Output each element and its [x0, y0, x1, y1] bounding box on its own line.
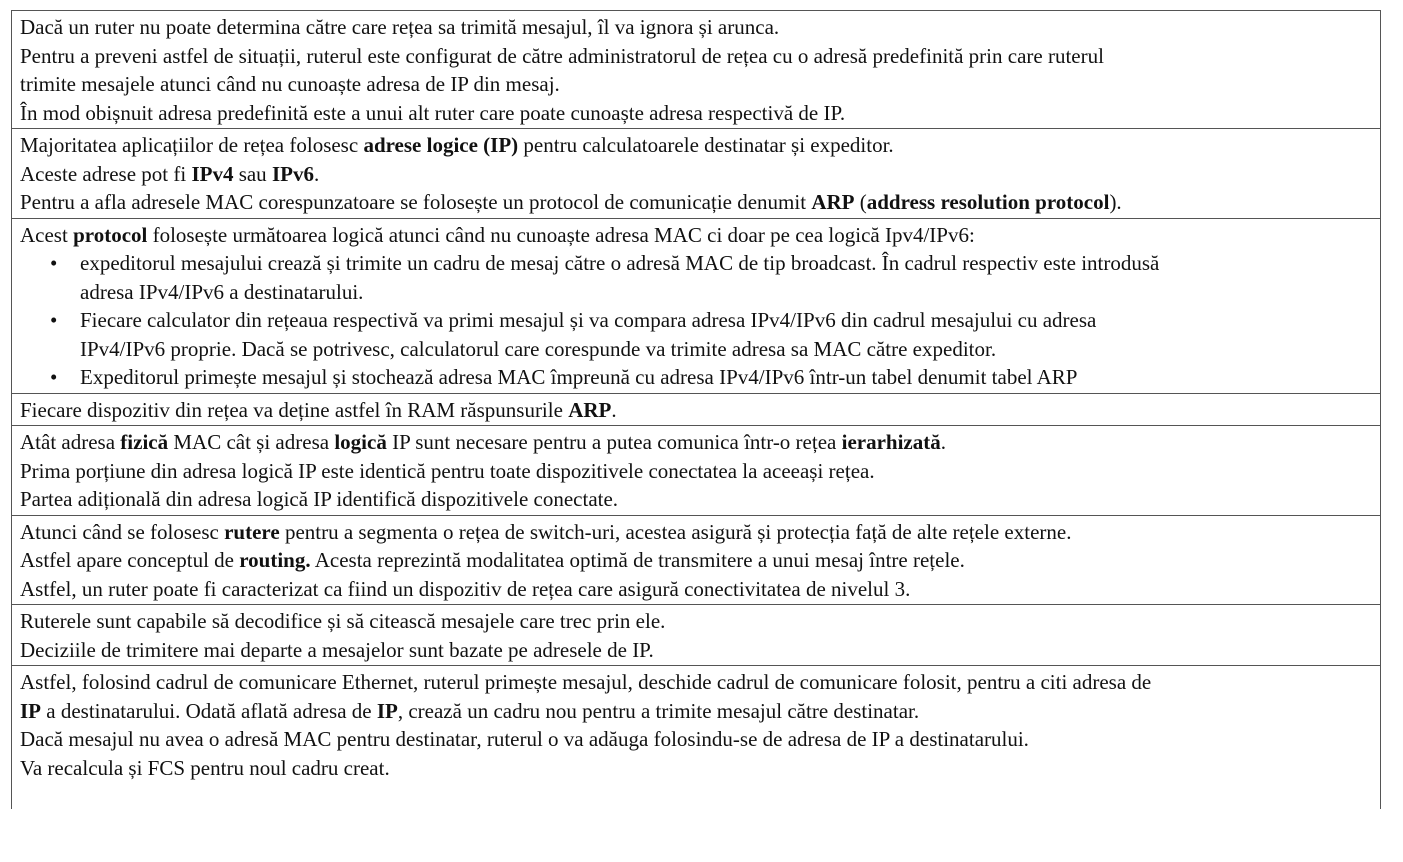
text-line — [20, 546, 1372, 575]
text-run: IP sunt necesare pentru a putea comunica într-o rețea — [386, 430, 842, 454]
text-run: Pentru a preveni astfel de situații, ruterul este configurat de către administratorul de rețea cu o adresă predefinită prin care ruterul — [20, 43, 1104, 68]
text-run: Acest — [20, 222, 74, 247]
text-run: Partea adițională din adresa logică IP identifică dispozitivele conectate. — [20, 487, 619, 511]
text-run: Astfel, un ruter poate fi caracterizat ca fiind un dispozitiv de rețea care asigură conectivitatea de nivelul 3. — [20, 576, 911, 601]
text-run: Acesta reprezintă modalitatea optimă de transmitere a unui mesaj între rețele. — [310, 548, 965, 572]
text-line — [20, 99, 1372, 128]
text-run: Aceste adrese pot fi — [20, 161, 192, 186]
list-item-text: expeditorul mesajului crează și trimite un cadru de mesaj către o adresă MAC de tip broadcast. În cadrul respectiv este introdusă — [80, 251, 1160, 275]
table-cell — [11, 218, 1381, 393]
text-run: . — [940, 430, 946, 454]
text-line — [20, 607, 1372, 636]
text-line — [20, 188, 1372, 217]
text-run: Pentru a afla adresele MAC corespunzatoare se folosește un protocol de comunicație denumit — [20, 190, 812, 214]
bold-term: ARP — [811, 190, 855, 214]
text-run: pentru a segmenta o rețea de switch-uri, acestea asigură și protecția față de alte rețele externe. — [279, 519, 1072, 544]
text-line — [20, 575, 1372, 604]
text-line — [20, 42, 1372, 71]
text-run: Dacă mesajul nu avea o adresă MAC pentru destinatar, ruterul o va adăuga folosindu-se de adresa de IP a destinatarului. — [20, 727, 1029, 751]
text-run: folosește următoarea logică atunci când nu cunoaște adresa MAC ci doar pe cea logică Ipv4/IPv6: — [147, 222, 975, 247]
list-item — [20, 306, 1372, 363]
text-line — [20, 697, 1372, 726]
bold-term: ierarhizată — [841, 430, 941, 454]
table-cell — [11, 425, 1381, 515]
text-line — [20, 485, 1372, 514]
text-line — [20, 428, 1372, 457]
text-run: Astfel apare conceptul de — [20, 548, 240, 572]
text-line — [20, 70, 1372, 99]
text-run: . — [611, 397, 617, 422]
bold-term: IP — [20, 698, 41, 723]
text-line — [20, 160, 1372, 189]
table-cell — [11, 393, 1381, 426]
text-line — [20, 131, 1372, 160]
text-run: trimite mesajele atunci când nu cunoaște adresa de IP din mesaj. — [20, 72, 560, 96]
list-item-text: Fiecare calculator din rețeaua respectivă va primi mesajul și va compara adresa IPv4/IPv6 din cadrul mesajului cu adresa — [80, 308, 1097, 332]
text-run: ). — [1109, 190, 1122, 214]
text-line — [20, 668, 1372, 697]
text-run: Va recalcula și FCS pentru noul cadru creat. — [20, 755, 390, 780]
text-line — [20, 636, 1372, 665]
text-run: Astfel, folosind cadrul de comunicare Ethernet, ruterul primește mesajul, deschide cadrul de comunicare folosit, pentru a citi adresa de — [20, 670, 1152, 694]
bullet-icon: • — [50, 365, 58, 389]
text-line — [20, 754, 1372, 783]
text-run: pentru calculatoarele destinatar și expeditor. — [518, 133, 894, 157]
table-cell — [11, 10, 1381, 128]
list-item — [20, 363, 1372, 392]
bold-term: adrese logice (IP) — [363, 133, 519, 157]
text-run: a destinatarului. Odată aflată adresa de — [41, 698, 377, 723]
list-item-text: IPv4/IPv6 proprie. Dacă se potrivesc, calculatorul care corespunde va trimite adresa sa MAC către expeditor. — [80, 336, 997, 361]
text-run: Majoritatea aplicațiilor de rețea folosesc — [20, 133, 364, 157]
bold-term: address resolution protocol — [866, 190, 1110, 214]
text-run: În mod obișnuit adresa predefinită este a unui alt ruter care poate cunoaște adresa respectivă de IP. — [20, 100, 846, 125]
table-cell — [11, 604, 1381, 665]
list-item-text: adresa IPv4/IPv6 a destinatarului. — [80, 279, 364, 304]
table-cell — [11, 665, 1381, 809]
text-line — [20, 13, 1372, 42]
text-line — [20, 457, 1372, 486]
text-run: Fiecare dispozitiv din rețea va deține astfel în RAM răspunsurile — [20, 397, 569, 422]
list-item — [20, 249, 1372, 306]
text-run: Ruterele sunt capabile să decodifice și să citească mesajele care trec prin ele. — [20, 609, 666, 633]
text-run: , crează un cadru nou pentru a trimite mesajul către destinatar. — [397, 698, 920, 723]
bold-term: IPv4 — [191, 161, 234, 186]
bullet-icon: • — [50, 308, 58, 332]
text-run: MAC cât și adresa — [168, 430, 335, 454]
bold-term: IP — [376, 698, 398, 723]
text-line — [20, 396, 1372, 425]
text-run: Deciziile de trimitere mai departe a mesajelor sunt bazate pe adresele de IP. — [20, 637, 654, 662]
document-table — [11, 10, 1381, 809]
table-cell — [11, 128, 1381, 218]
text-run: Atunci când se folosesc — [20, 519, 225, 544]
text-line — [20, 221, 1372, 250]
table-cell — [11, 515, 1381, 605]
list-item-text: Expeditorul primește mesajul și stochează adresa MAC împreună cu adresa IPv4/IPv6 într-un tabel denumit tabel ARP — [80, 365, 1078, 389]
bold-term: ARP — [568, 397, 612, 422]
text-run: Atât adresa — [20, 430, 121, 454]
bold-term: rutere — [224, 519, 280, 544]
bold-term: IPv6 — [271, 161, 314, 186]
bold-term: logică — [334, 430, 387, 454]
bold-term: fizică — [120, 430, 169, 454]
text-run: Dacă un ruter nu poate determina către care rețea sa trimită mesajul, îl va ignora și arunca. — [20, 15, 780, 39]
bold-term: routing. — [239, 548, 311, 572]
bold-term: protocol — [73, 222, 148, 247]
text-line — [20, 725, 1372, 754]
bullet-list — [20, 249, 1372, 392]
text-run: sau — [233, 161, 272, 186]
bullet-icon: • — [50, 251, 58, 275]
text-run: ( — [854, 190, 867, 214]
text-run: Prima porțiune din adresa logică IP este identică pentru toate dispozitivele conectatea la aceeași rețea. — [20, 458, 875, 483]
text-line — [20, 518, 1372, 547]
text-run: . — [313, 161, 320, 186]
